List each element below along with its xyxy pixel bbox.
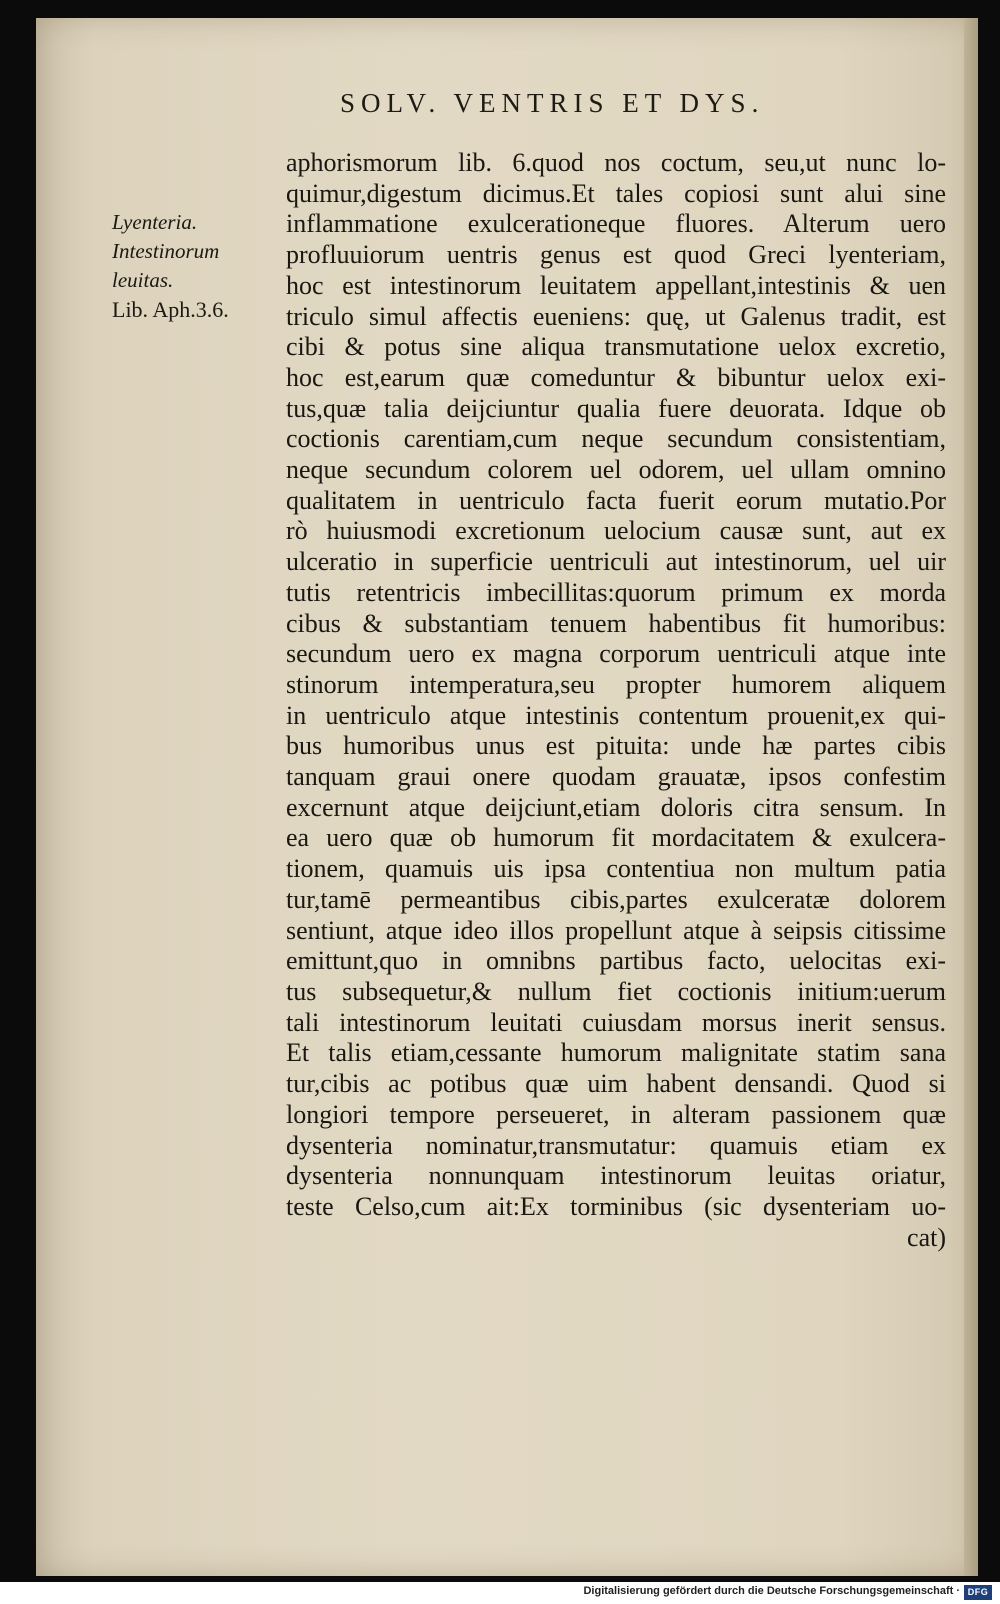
text-line: teste Celso,cum ait:Ex torminibus (sic dysenteriam uo- (286, 1191, 946, 1221)
text-line: coctionis carentiam,cum neque secundum consistentiam, (286, 424, 946, 454)
text-line: aphorismorum lib. 6.quod nos coctum, seu,ut nunc lo- (286, 148, 946, 177)
text-line: tali intestinorum leuitati cuiusdam morsus inerit sensus. (286, 1007, 946, 1037)
footer-bar (0, 1582, 1000, 1604)
text-line: secundum uero ex magna corporum uentriculi atque inte (286, 639, 946, 669)
text-line: bus humoribus unus est pituita: unde hæ partes cibis (286, 731, 946, 761)
text-line: sentiunt, atque ideo illos propellunt atque à seipsis citissime (286, 915, 946, 945)
text-line: emittunt,quo in omnibns partibus facto, uelocitas exi- (286, 946, 946, 976)
text-line: hoc est intestinorum leuitatem appellant,intestinis & uen (286, 270, 946, 300)
dfg-logo: DFG (964, 1585, 992, 1600)
text-line: tionem, quamuis uis ipsa contentiua non multum patia (286, 854, 946, 884)
text-line: excernunt atque deijciunt,etiam doloris citra sensum. In (286, 792, 946, 822)
text-line: tutis retentricis imbecillitas:quorum primum ex morda (286, 577, 946, 607)
text-line: tanquam graui onere quodam grauatæ, ipsos confestim (286, 762, 946, 792)
text-line: dysenteria nonnunquam intestinorum leuitas oriatur, (286, 1161, 946, 1191)
text-line: qualitatem in uentriculo facta fuerit eorum mutatio.Por (286, 485, 946, 515)
text-line: tus subsequetur,& nullum fiet coctionis initium:uerum (286, 976, 946, 1006)
text-line: cibi & potus sine aliqua transmutatione uelox excretio, (286, 332, 946, 362)
text-line: tus,quæ talia deijciuntur qualia fuere deuorata. Idque ob (286, 393, 946, 423)
running-head: SOLV. VENTRIS ET DYS. (340, 88, 765, 118)
funding-credit: Digitalisierung gefördert durch die Deutsche Forschungsgemeinschaft · (583, 1585, 960, 1597)
margin-note: Intestinorum (112, 239, 220, 263)
text-line: longiori tempore perseueret, in alteram passionem quæ (286, 1099, 946, 1129)
text-line: tur,cibis ac potibus quæ uim habent densandi. Quod si (286, 1069, 946, 1099)
margin-note: Lyenteria. (112, 210, 198, 234)
text-line: Et talis etiam,cessante humorum malignitate statim sana (286, 1038, 946, 1068)
text-line: neque secundum colorem uel odorem, uel ullam omnino (286, 455, 946, 485)
page-edge (964, 18, 978, 1576)
text-line: profluuiorum uentris genus est quod Greci lyenteriam, (286, 240, 946, 270)
text-line: inflammatione exulcerationeque fluores. Alterum uero (286, 209, 946, 239)
text-line: ea uero quæ ob humorum fit mordacitatem & exulcera- (286, 823, 946, 853)
margin-notes (112, 208, 282, 324)
text-line: rò huiusmodi excretionum uelocium causæ sunt, aut ex (286, 516, 946, 546)
text-line: in uentriculo atque intestinis contentum prouenit,ex qui- (286, 700, 946, 730)
margin-note: Lib. Aph.3.6. (112, 297, 229, 322)
body-text (286, 148, 946, 1253)
margin-note: leuitas. (112, 268, 174, 292)
text-line: cat) (907, 1222, 946, 1252)
text-line: ulceratio in superficie uentriculi aut intestinorum, uel uir (286, 547, 946, 577)
text-line: cibus & substantiam tenuem habentibus fit humoribus: (286, 608, 946, 638)
text-line: stinorum intemperatura,seu propter humorem aliquem (286, 669, 946, 699)
text-line: dysenteria nominatur,transmutatur: quamuis etiam ex (286, 1130, 946, 1160)
text-line: tur,tamē permeantibus cibis,partes exulceratæ dolorem (286, 884, 946, 914)
text-line: triculo simul affectis eueniens: quę, ut Galenus tradit, est (286, 301, 946, 331)
text-line: quimur,digestum dicimus.Et tales copiosi sunt alui sine (286, 178, 946, 208)
text-line: hoc est,earum quæ comeduntur & bibuntur uelox exi- (286, 362, 946, 392)
